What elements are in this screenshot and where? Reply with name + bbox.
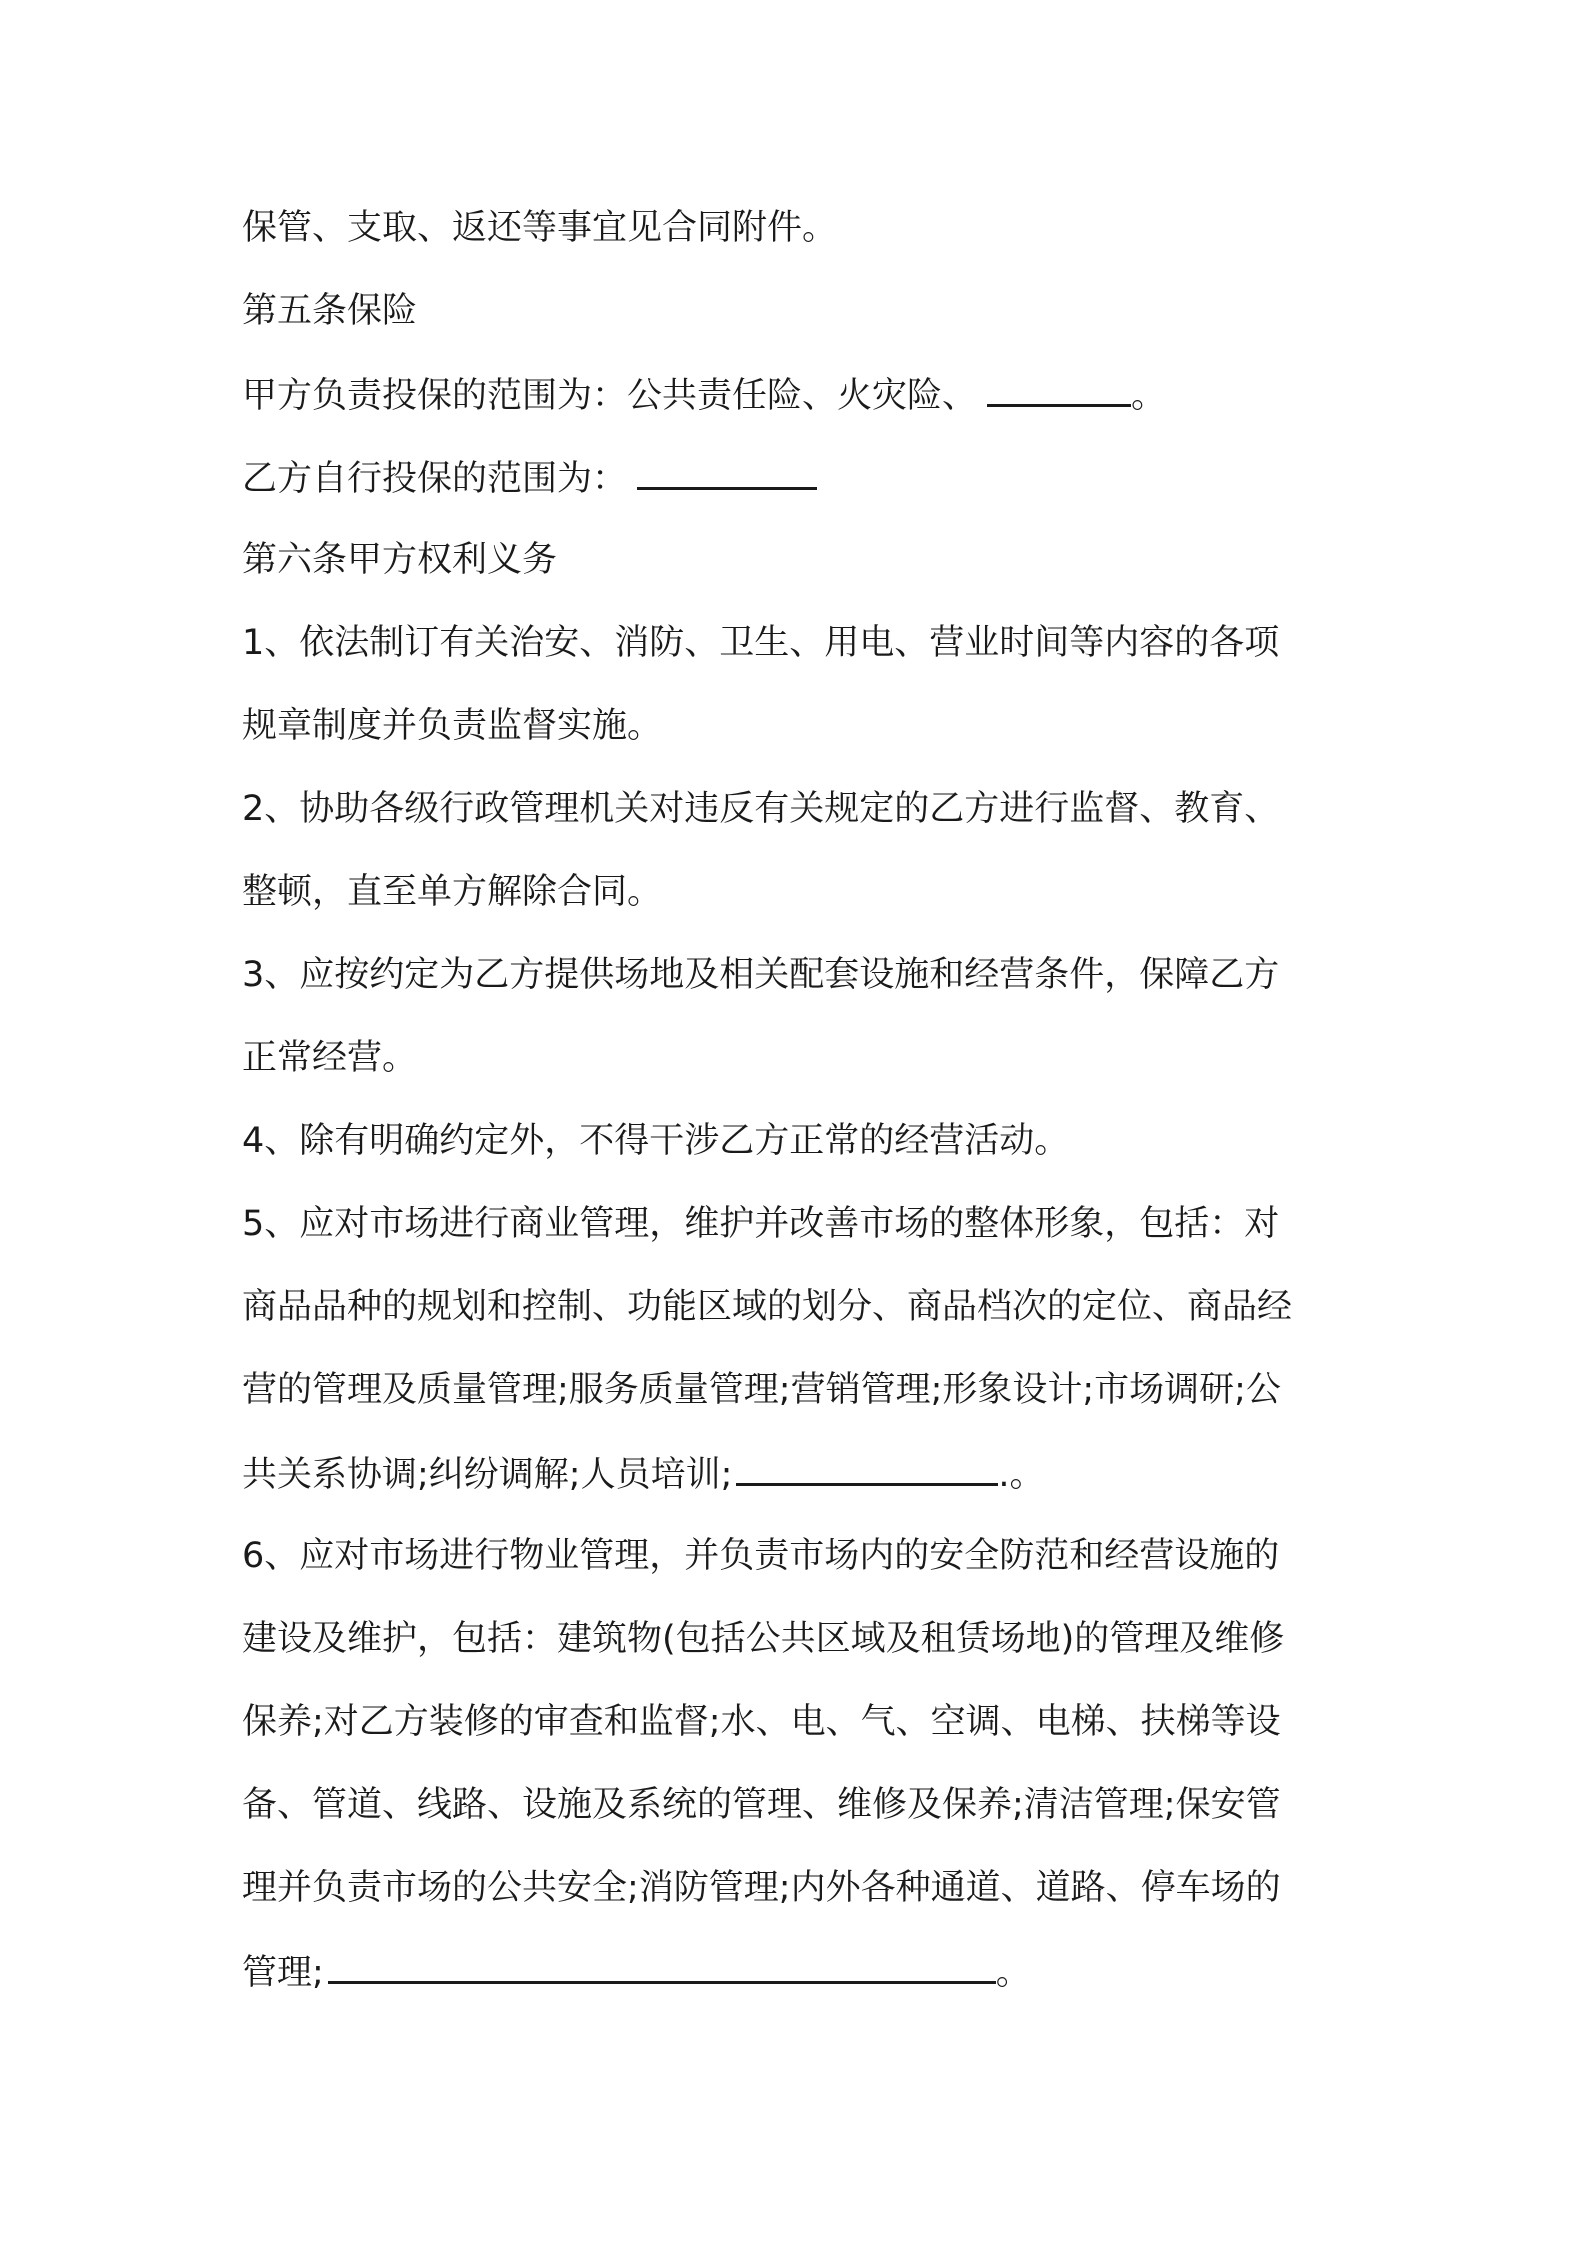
text-line	[242, 445, 1362, 528]
text-segment: 共关系协调;纠纷调解;人员培训;	[242, 1455, 733, 1495]
text-line: 保管、支取、返还等事宜见合同附件。	[242, 208, 838, 248]
text-line	[242, 362, 1362, 445]
text-segment: 乙方自行投保的范围为：	[242, 459, 628, 499]
text-suffix: 。	[1131, 376, 1167, 416]
section-heading: 第五条保险	[242, 291, 418, 331]
text-line: 备、管道、线路、设施及系统的管理、维修及保养;清洁管理;保安管	[242, 1785, 1281, 1825]
text-segment: 管理;	[242, 1953, 324, 1993]
text-line: 5、应对市场进行商业管理，维护并改善市场的整体形象，包括：对	[242, 1204, 1280, 1244]
fill-blank[interactable]	[328, 1939, 996, 1984]
text-line: 6、应对市场进行物业管理，并负责市场内的安全防范和经营设施的	[242, 1536, 1280, 1576]
document-page	[242, 196, 1362, 2022]
text-line: 整顿，直至单方解除合同。	[242, 872, 663, 912]
text-line: 规章制度并负责监督实施。	[242, 706, 663, 746]
text-suffix: .。	[998, 1455, 1045, 1495]
text-line: 2、协助各级行政管理机关对违反有关规定的乙方进行监督、教育、	[242, 789, 1280, 829]
text-line	[242, 1441, 1362, 1524]
text-line: 理并负责市场的公共安全;消防管理;内外各种通道、道路、停车场的	[242, 1868, 1281, 1908]
section-heading: 第六条甲方权利义务	[242, 540, 558, 580]
text-line	[242, 1939, 1362, 2022]
text-line: 正常经营。	[242, 1038, 418, 1078]
text-line: 营的管理及质量管理;服务质量管理;营销管理;形象设计;市场调研;公	[242, 1370, 1281, 1410]
text-segment: 甲方负责投保的范围为：公共责任险、火灾险、	[242, 376, 978, 416]
fill-blank[interactable]	[736, 1441, 998, 1486]
fill-blank[interactable]	[987, 362, 1131, 407]
text-line: 3、应按约定为乙方提供场地及相关配套设施和经营条件，保障乙方	[242, 955, 1280, 995]
text-line: 建设及维护，包括：建筑物(包括公共区域及租赁场地)的管理及维修	[242, 1619, 1285, 1659]
text-line: 1、依法制订有关治安、消防、卫生、用电、营业时间等内容的各项	[242, 623, 1280, 663]
text-line: 4、除有明确约定外，不得干涉乙方正常的经营活动。	[242, 1121, 1070, 1161]
text-suffix: 。	[995, 1953, 1031, 1993]
text-line: 保养;对乙方装修的审查和监督;水、电、气、空调、电梯、扶梯等设	[242, 1702, 1281, 1742]
text-line: 商品品种的规划和控制、功能区域的划分、商品档次的定位、商品经	[242, 1287, 1293, 1327]
fill-blank[interactable]	[637, 445, 817, 490]
